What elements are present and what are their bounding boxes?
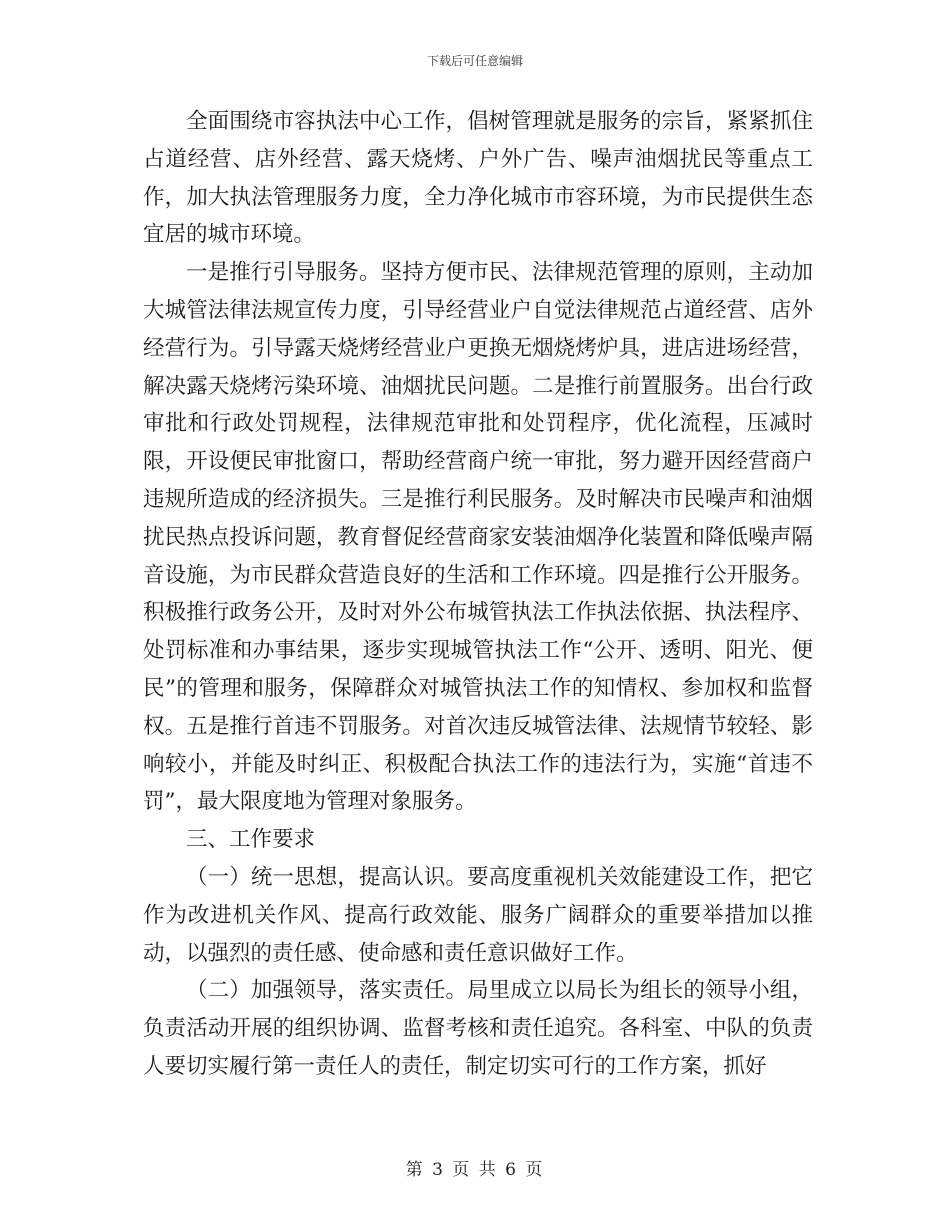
paragraph-requirement-2: （二）加强领导，落实责任。局里成立以局长为组长的领导小组，负责活动开展的组织协调、监督考核和责任追究。各科室、中队的负责人要切实履行第一责任人的责任，制定切实可行的工作方案，抓好 <box>143 978 813 1079</box>
document-body <box>143 103 813 1086</box>
header-note: 下载后可任意编辑 <box>426 54 523 68</box>
section-heading-requirements: 三、工作要求 <box>186 827 316 853</box>
page-number-footer: 第 3 页 共 6 页 <box>405 1160 545 1180</box>
paragraph-services: 一是推行引导服务。坚持方便市民、法律规范管理的原则，主动加大城管法律法规宣传力度，引导经营业户自觉法律规范占道经营、店外经营行为。引导露天烧烤经营业户更换无烟烧烤炉具，进店进场经营，解决露天烧烤污染环境、油烟扰民问题。二是推行前置服务。出台行政审批和行政处罚规程，法律规范审批和处罚程序，优化流程，压减时限，开设便民审批窗口，帮助经营商户统一审批，努力避开因经营商户违规所造成的经济损失。三是推行利民服务。及时解决市民噪声和油烟扰民热点投诉问题，教育督促经营商家安装油烟净化装置和降低噪声隔音设施，为市民群众营造良好的生活和工作环境。四是推行公开服务。积极推行政务公开，及时对外公布城管执法工作执法依据、执法程序、处罚标准和办事结果，逐步实现城管执法工作“公开、透明、阳光、便民”的管理和服务，保障群众对城管执法工作的知情权、参加权和监督权。五是推行首违不罚服务。对首次违反城管法律、法规情节较轻、影响较小，并能及时纠正、积极配合执法工作的违法行为，实施“首违不罚”，最大限度地为管理对象服务。 <box>143 260 813 815</box>
paragraph-requirement-1: （一）统一思想，提高认识。要高度重视机关效能建设工作，把它作为改进机关作风、提高行政效能、服务广阔群众的重要举措加以推动，以强烈的责任感、使命感和责任意识做好工作。 <box>143 864 813 966</box>
paragraph-intro: 全面围绕市容执法中心工作，倡树管理就是服务的宗旨，紧紧抓住占道经营、店外经营、露天烧烤、户外广告、噪声油烟扰民等重点工作，加大执法管理服务力度，全力净化城市市容环境，为市民提供生态宜居的城市环境。 <box>143 109 813 248</box>
